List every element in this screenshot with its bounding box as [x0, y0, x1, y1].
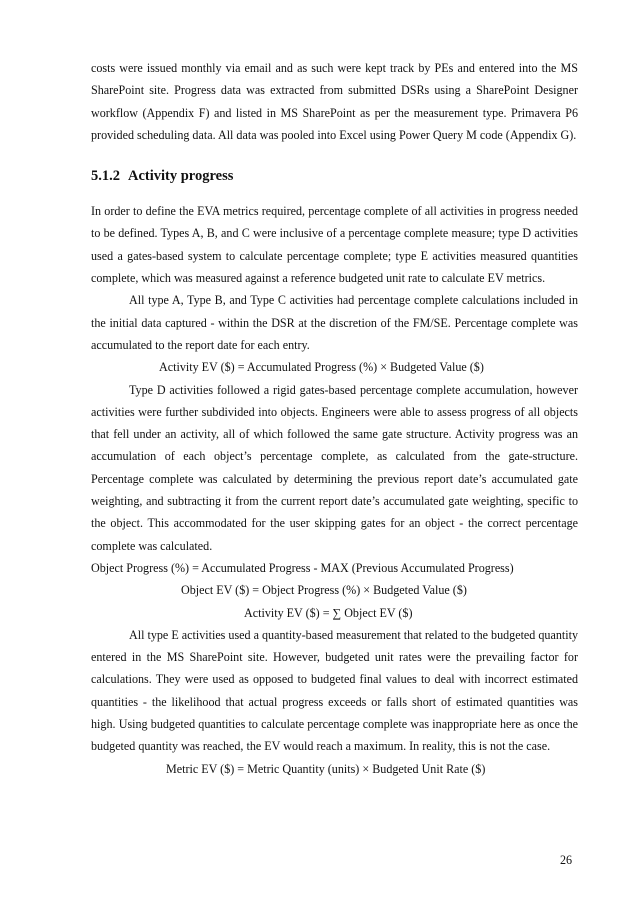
type-e-paragraph: All type E activities used a quantity-based measurement that related to the budgeted quantity entered in the MS SharePoint site. However, budgeted unit rates were the prevailing factor for calculations. They were used as opposed to budgeted final values to deal with incorrect estimated quantities - the likelihood that actual progress exceeds or falls short of estimated quantities was high. Using budgeted quantities to calculate percentage complete was inappropriate here as once the budgeted quantity was reached, the EV would reach a maximum. In reality, this is not the case. [91, 627, 579, 754]
section-number: 5.1.2 [91, 168, 120, 185]
types-abc-paragraph: All type A, Type B, and Type C activities had percentage complete calculations included in the initial data captured - within the DSR at the discretion of the FM/SE. Percentage complete was accumulated to the report date for each entry. [91, 293, 578, 352]
section-title: Activity progress [128, 168, 234, 185]
object-ev-equation: Object EV ($) = Object Progress (%) × Budgeted Value ($) [181, 583, 467, 598]
activity-ev-equation: Activity EV ($) = Accumulated Progress (%) × Budgeted Value ($) [159, 360, 484, 375]
activity-progress-paragraph: In order to define the EVA metrics required, percentage complete of all activities in progress needed to be defined. Types A, B, and C were inclusive of a percentage complete measure; type D activities used a gates-based system to calculate percentage complete; type E activities measured quantities complete, which was measured against a reference budgeted unit rate to calculate EV metrics. [91, 204, 578, 286]
activity-ev-sum-equation: Activity EV ($) = ∑ Object EV ($) [244, 605, 413, 620]
type-d-paragraph: Type D activities followed a rigid gates-based percentage complete accumulation, however activities were further subdivided into objects. Engineers were able to assess progress of all objects that fell under an activity, all of which followed the same gate structure. Activity progress was an accumulation of each object’s percentage complete, as calculated from the gate-structure. Percentage complete was calculated by determining the previous report date’s accumulated gate weighting, and subtracting it from the current report date’s accumulated gate weighting, specific to the object. This accommodated for the user skipping gates for an object - the correct percentage complete was calculated. [91, 382, 578, 553]
section-heading [91, 166, 578, 186]
intro-paragraph: costs were issued monthly via email and as such were kept track by PEs and entered into the MS SharePoint site. Progress data was extracted from submitted DSRs using a SharePoint Designer workflow (Appendix F) and listed in MS SharePoint as per the measurement type. Primavera P6 provided scheduling data. All data was pooled into Excel using Power Query M code (Appendix G). [91, 61, 578, 142]
document-page [91, 57, 578, 780]
metric-ev-equation: Metric EV ($) = Metric Quantity (units) × Budgeted Unit Rate ($) [166, 761, 486, 776]
object-progress-equation: Object Progress (%) = Accumulated Progress - MAX (Previous Accumulated Progress) [91, 560, 514, 575]
page-number: 26 [560, 853, 573, 867]
